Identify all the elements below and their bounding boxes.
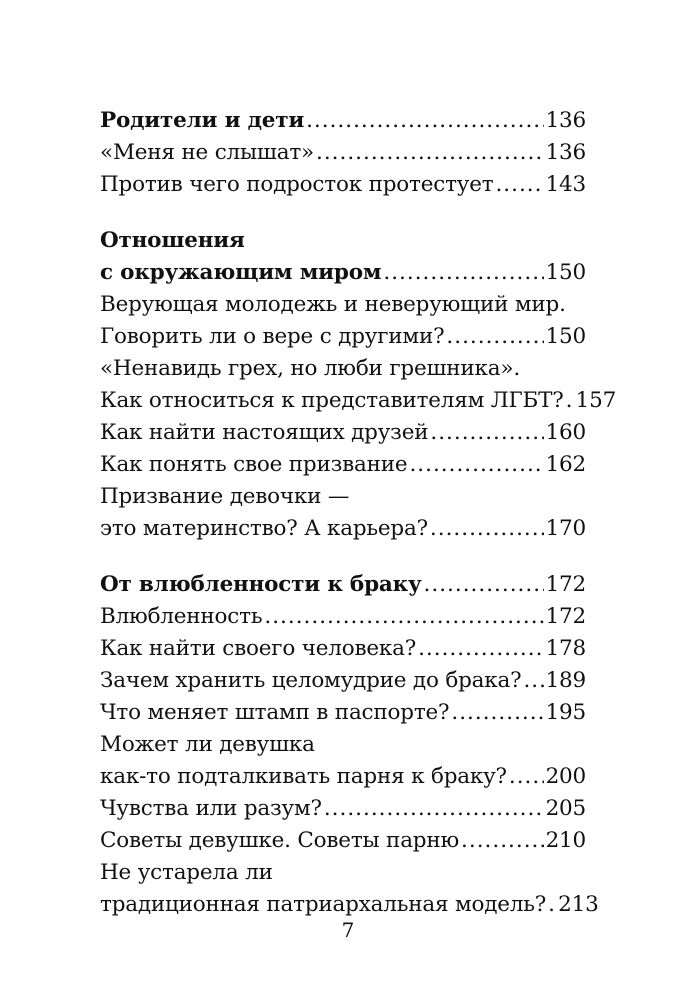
toc-entry-title: Зачем хранить целомудрие до брака? (100, 668, 522, 693)
toc-entry-title: Может ли девушка (100, 732, 315, 757)
toc-entry (100, 825, 586, 857)
toc-entry (100, 169, 586, 201)
toc-entry-title: Против чего подросток протестует (100, 172, 494, 197)
toc-entry (100, 353, 586, 385)
dot-leader (523, 665, 543, 697)
dot-leader (461, 825, 544, 857)
toc-section-heading (100, 225, 586, 257)
table-of-contents (100, 105, 617, 921)
toc-entry-page: 150 (545, 260, 586, 285)
page-number: 7 (341, 918, 355, 942)
toc-entry-title: Что меняет штамп в паспорте? (100, 700, 450, 725)
toc-entry (100, 385, 617, 417)
toc-entry-page: 210 (545, 828, 586, 853)
dot-leader (324, 793, 544, 825)
toc-entry-page: 157 (575, 388, 617, 413)
toc-entry-page: 178 (545, 636, 586, 661)
toc-entry-page: 189 (545, 668, 586, 693)
toc-section-heading (100, 105, 586, 137)
toc-entry-page: 150 (545, 324, 586, 349)
dot-leader (495, 169, 543, 201)
toc-entry (100, 793, 586, 825)
toc-entry-title: От влюбленности к браку (100, 572, 422, 597)
toc-entry (100, 289, 586, 321)
toc-section-heading (100, 569, 586, 601)
dot-leader (424, 569, 544, 601)
toc-entry-title: Советы девушке. Советы парню (100, 828, 460, 853)
toc-entry (100, 665, 586, 697)
toc-entry (100, 729, 586, 761)
dot-leader (264, 601, 543, 633)
toc-entry-title: Как найти своего человека? (100, 636, 417, 661)
toc-entry-page: 200 (545, 764, 586, 789)
toc-entry (100, 601, 586, 633)
dot-leader (409, 449, 543, 481)
toc-entry-page: 170 (545, 516, 586, 541)
toc-entry (100, 513, 586, 545)
dot-leader (566, 385, 574, 417)
toc-entry-title: Чувства или разум? (100, 796, 322, 821)
toc-entry (100, 857, 586, 889)
toc-entry-title: Как относиться к представителям ЛГБТ? (100, 388, 564, 413)
toc-entry (100, 697, 586, 729)
toc-entry-title: Не устарела ли (100, 860, 273, 885)
dot-leader (430, 417, 543, 449)
toc-entry (100, 633, 586, 665)
toc-entry-page: 172 (545, 604, 586, 629)
dot-leader (446, 321, 543, 353)
toc-entry (100, 761, 586, 793)
dot-leader (548, 889, 556, 921)
toc-entry (100, 449, 586, 481)
toc-entry-title: Говорить ли о вере с другими? (100, 324, 445, 349)
toc-entry-page: 160 (545, 420, 586, 445)
toc-entry-title: Родители и дети (100, 108, 305, 133)
toc-entry-page: 195 (545, 700, 586, 725)
dot-leader (451, 697, 543, 729)
dot-leader (509, 761, 544, 793)
dot-leader (306, 105, 543, 137)
toc-entry-title: Верующая молодежь и неверующий мир. (100, 292, 566, 317)
toc-entry (100, 889, 599, 921)
toc-section-heading (100, 257, 586, 289)
toc-entry (100, 417, 586, 449)
toc-entry-title: Влюбленность (100, 604, 263, 629)
dot-leader (316, 137, 544, 169)
dot-leader (418, 633, 543, 665)
toc-entry (100, 321, 586, 353)
toc-entry-title: Отношения (100, 228, 245, 253)
dot-leader (383, 257, 543, 289)
section-gap (100, 545, 586, 569)
toc-entry (100, 481, 586, 513)
toc-entry-title: Призвание девочки — (100, 484, 350, 509)
toc-entry-title: Как понять свое призвание (100, 452, 408, 477)
toc-entry-title: традиционная патриархальная модель? (100, 892, 547, 917)
section-gap (100, 201, 586, 225)
toc-entry (100, 137, 586, 169)
toc-entry-page: 136 (545, 108, 586, 133)
toc-entry-page: 143 (545, 172, 586, 197)
toc-entry-page: 213 (558, 892, 599, 917)
toc-entry-title: «Ненавидь грех, но люби грешника». (100, 356, 520, 381)
toc-entry-page: 136 (545, 140, 586, 165)
toc-entry-page: 162 (545, 452, 586, 477)
toc-entry-title: это материнство? А карьера? (100, 516, 428, 541)
toc-entry-title: как-то подталкивать парня к браку? (100, 764, 507, 789)
toc-entry-title: с окружающим миром (100, 260, 382, 285)
toc-entry-page: 172 (545, 572, 586, 597)
dot-leader (430, 513, 544, 545)
toc-entry-page: 205 (545, 796, 586, 821)
toc-entry-title: Как найти настоящих друзей (100, 420, 429, 445)
toc-entry-title: «Меня не слышат» (100, 140, 314, 165)
